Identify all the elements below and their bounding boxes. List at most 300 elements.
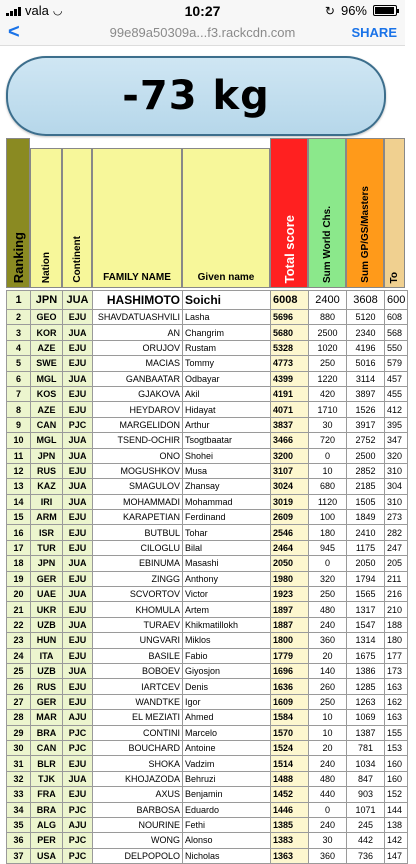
header-total-label: Total score	[281, 214, 297, 283]
total-score-cell: 3024	[271, 479, 309, 494]
continent-cell: EJU	[63, 756, 93, 771]
given-name-cell: Tohar	[183, 525, 271, 540]
ranking-rows	[7, 291, 408, 864]
given-name-cell: Tommy	[183, 356, 271, 371]
table-row	[7, 817, 408, 832]
header-gp-masters	[346, 138, 384, 288]
family-name-cell: SMAGULOV	[93, 479, 183, 494]
world-chs-cell: 20	[309, 740, 347, 755]
world-chs-cell: 360	[309, 848, 347, 863]
continent-cell: AJU	[63, 817, 93, 832]
given-name-cell: Denis	[183, 679, 271, 694]
total-score-cell: 1383	[271, 833, 309, 848]
clock: 10:27	[184, 3, 221, 19]
gp-masters-cell: 3114	[347, 371, 385, 386]
nation-cell: BRA	[31, 802, 63, 817]
nation-cell: HUN	[31, 633, 63, 648]
gp-masters-cell: 1317	[347, 602, 385, 617]
world-chs-cell: 240	[309, 756, 347, 771]
continent-cell: EJU	[63, 787, 93, 802]
extra-cell: 247	[385, 540, 408, 555]
continent-cell: PJC	[63, 833, 93, 848]
continent-cell: JUA	[63, 448, 93, 463]
total-score-cell: 1488	[271, 771, 309, 786]
family-name-cell: TSEND-OCHIR	[93, 433, 183, 448]
table-row	[7, 756, 408, 771]
extra-cell: 144	[385, 802, 408, 817]
extra-cell: 310	[385, 463, 408, 478]
total-score-cell: 2464	[271, 540, 309, 555]
gp-masters-cell: 3608	[347, 291, 385, 310]
table-row	[7, 617, 408, 632]
rank-cell: 25	[7, 663, 31, 678]
extra-cell: 163	[385, 710, 408, 725]
extra-cell: 205	[385, 556, 408, 571]
total-score-cell: 3466	[271, 433, 309, 448]
gp-masters-cell: 1175	[347, 540, 385, 555]
world-chs-cell: 360	[309, 633, 347, 648]
given-name-cell: Giyosjon	[183, 663, 271, 678]
extra-cell: 216	[385, 587, 408, 602]
nation-cell: KOS	[31, 386, 63, 401]
total-score-cell: 1570	[271, 725, 309, 740]
extra-cell: 579	[385, 356, 408, 371]
rank-cell: 30	[7, 740, 31, 755]
gp-masters-cell: 3897	[347, 386, 385, 401]
gp-masters-cell: 736	[347, 848, 385, 863]
header-nation-label: Nation	[40, 251, 52, 283]
extra-cell: 163	[385, 679, 408, 694]
extra-cell: 455	[385, 386, 408, 401]
family-name-cell: SCVORTOV	[93, 587, 183, 602]
family-name-cell: SHOKA	[93, 756, 183, 771]
extra-cell: 310	[385, 494, 408, 509]
gp-masters-cell: 1069	[347, 710, 385, 725]
extra-cell: 550	[385, 340, 408, 355]
rank-cell: 37	[7, 848, 31, 863]
world-chs-cell: 10	[309, 710, 347, 725]
rank-cell: 5	[7, 356, 31, 371]
world-chs-cell: 180	[309, 525, 347, 540]
continent-cell: EJU	[63, 602, 93, 617]
world-chs-cell: 945	[309, 540, 347, 555]
extra-cell: 412	[385, 402, 408, 417]
table-row	[7, 540, 408, 555]
family-name-cell: GANBAATAR	[93, 371, 183, 386]
continent-cell: PJC	[63, 417, 93, 432]
rank-cell: 9	[7, 417, 31, 432]
rank-cell: 33	[7, 787, 31, 802]
table-row	[7, 679, 408, 694]
header-ranking	[6, 138, 30, 288]
nation-cell: PER	[31, 833, 63, 848]
world-chs-cell: 10	[309, 463, 347, 478]
given-name-cell: Arthur	[183, 417, 271, 432]
rank-cell: 16	[7, 525, 31, 540]
gp-masters-cell: 4196	[347, 340, 385, 355]
continent-cell: PJC	[63, 740, 93, 755]
given-name-cell: Changrim	[183, 325, 271, 340]
total-score-cell: 1363	[271, 848, 309, 863]
family-name-cell: BOBOEV	[93, 663, 183, 678]
continent-cell: EJU	[63, 310, 93, 325]
continent-cell: JUA	[63, 663, 93, 678]
gp-masters-cell: 2340	[347, 325, 385, 340]
table-row	[7, 725, 408, 740]
world-chs-cell: 2400	[309, 291, 347, 310]
nation-cell: FRA	[31, 787, 63, 802]
header-family-name	[92, 148, 182, 288]
gp-masters-cell: 1071	[347, 802, 385, 817]
gp-masters-cell: 1675	[347, 648, 385, 663]
nation-cell: KAZ	[31, 479, 63, 494]
nation-cell: ALG	[31, 817, 63, 832]
rank-cell: 13	[7, 479, 31, 494]
nation-cell: TJK	[31, 771, 63, 786]
world-chs-cell: 1020	[309, 340, 347, 355]
gp-masters-cell: 2752	[347, 433, 385, 448]
continent-cell: PJC	[63, 802, 93, 817]
total-score-cell: 3019	[271, 494, 309, 509]
family-name-cell: NOURINE	[93, 817, 183, 832]
document-view[interactable]	[0, 46, 406, 861]
battery-icon	[373, 5, 397, 16]
nation-cell: MGL	[31, 433, 63, 448]
ranking-table	[6, 290, 408, 864]
rank-cell: 15	[7, 510, 31, 525]
table-row	[7, 740, 408, 755]
given-name-cell: Ferdinand	[183, 510, 271, 525]
total-score-cell: 3200	[271, 448, 309, 463]
gp-masters-cell: 1034	[347, 756, 385, 771]
nation-cell: RUS	[31, 463, 63, 478]
rank-cell: 20	[7, 587, 31, 602]
rank-cell: 22	[7, 617, 31, 632]
total-score-cell: 3837	[271, 417, 309, 432]
continent-cell: EJU	[63, 356, 93, 371]
world-chs-cell: 1120	[309, 494, 347, 509]
table-row	[7, 694, 408, 709]
rank-cell: 29	[7, 725, 31, 740]
family-name-cell: KARAPETIAN	[93, 510, 183, 525]
given-name-cell: Marcelo	[183, 725, 271, 740]
world-chs-cell: 250	[309, 587, 347, 602]
given-name-cell: Anthony	[183, 571, 271, 586]
world-chs-cell: 100	[309, 510, 347, 525]
gp-masters-cell: 1547	[347, 617, 385, 632]
nation-cell: SWE	[31, 356, 63, 371]
carrier-name: vala	[25, 3, 49, 18]
rank-cell: 18	[7, 556, 31, 571]
given-name-cell: Masashi	[183, 556, 271, 571]
world-chs-cell: 480	[309, 771, 347, 786]
given-name-cell: Benjamin	[183, 787, 271, 802]
total-score-cell: 5696	[271, 310, 309, 325]
extra-cell: 155	[385, 725, 408, 740]
gp-masters-cell: 1386	[347, 663, 385, 678]
back-button[interactable]: <	[8, 21, 20, 43]
rank-cell: 8	[7, 402, 31, 417]
family-name-cell: ONO	[93, 448, 183, 463]
continent-cell: EJU	[63, 694, 93, 709]
family-name-cell: MARGELIDON	[93, 417, 183, 432]
nation-cell: UZB	[31, 663, 63, 678]
total-score-cell: 1514	[271, 756, 309, 771]
world-chs-cell: 260	[309, 679, 347, 694]
total-score-cell: 1897	[271, 602, 309, 617]
rank-cell: 3	[7, 325, 31, 340]
total-score-cell: 1584	[271, 710, 309, 725]
family-name-cell: WONG	[93, 833, 183, 848]
header-world-chs	[308, 138, 346, 288]
given-name-cell: Ahmed	[183, 710, 271, 725]
continent-cell: PJC	[63, 725, 93, 740]
total-score-cell: 1980	[271, 571, 309, 586]
table-row	[7, 510, 408, 525]
table-row	[7, 771, 408, 786]
total-score-cell: 6008	[271, 291, 309, 310]
nation-cell: JPN	[31, 448, 63, 463]
header-extra-label: To	[389, 271, 400, 283]
continent-cell: EJU	[63, 648, 93, 663]
gp-masters-cell: 1526	[347, 402, 385, 417]
wifi-icon: ◡	[52, 5, 63, 17]
table-row	[7, 787, 408, 802]
rank-cell: 21	[7, 602, 31, 617]
given-name-cell: Mohammad	[183, 494, 271, 509]
rank-cell: 6	[7, 371, 31, 386]
header-nation	[30, 148, 62, 288]
gp-masters-cell: 903	[347, 787, 385, 802]
world-chs-cell: 10	[309, 725, 347, 740]
url-label[interactable]: 99e89a50309a...f3.rackcdn.com	[109, 25, 296, 40]
gp-masters-cell: 2050	[347, 556, 385, 571]
rank-cell: 31	[7, 756, 31, 771]
world-chs-cell: 480	[309, 602, 347, 617]
continent-cell: JUA	[63, 617, 93, 632]
nation-cell: AZE	[31, 340, 63, 355]
rank-cell: 28	[7, 710, 31, 725]
given-name-cell: Soichi	[183, 291, 271, 310]
continent-cell: EJU	[63, 633, 93, 648]
rank-cell: 32	[7, 771, 31, 786]
extra-cell: 608	[385, 310, 408, 325]
world-chs-cell: 30	[309, 417, 347, 432]
rank-cell: 10	[7, 433, 31, 448]
given-name-cell: Fethi	[183, 817, 271, 832]
nation-cell: JPN	[31, 291, 63, 310]
rank-cell: 2	[7, 310, 31, 325]
family-name-cell: AN	[93, 325, 183, 340]
family-name-cell: BOUCHARD	[93, 740, 183, 755]
world-chs-cell: 2500	[309, 325, 347, 340]
continent-cell: PJC	[63, 848, 93, 863]
family-name-cell: ORUJOV	[93, 340, 183, 355]
rank-cell: 24	[7, 648, 31, 663]
header-family-label: FAMILY NAME	[103, 272, 171, 283]
given-name-cell: Bilal	[183, 540, 271, 555]
gp-masters-cell: 781	[347, 740, 385, 755]
extra-cell: 180	[385, 633, 408, 648]
given-name-cell: Tsogtbaatar	[183, 433, 271, 448]
nation-cell: IRI	[31, 494, 63, 509]
family-name-cell: AXUS	[93, 787, 183, 802]
rank-cell: 26	[7, 679, 31, 694]
continent-cell: JUA	[63, 291, 93, 310]
gp-masters-cell: 1794	[347, 571, 385, 586]
family-name-cell: KHOJAZODA	[93, 771, 183, 786]
continent-cell: EJU	[63, 571, 93, 586]
world-chs-cell: 680	[309, 479, 347, 494]
family-name-cell: DELPOPOLO	[93, 848, 183, 863]
continent-cell: JUA	[63, 556, 93, 571]
nation-cell: ISR	[31, 525, 63, 540]
gp-masters-cell: 2410	[347, 525, 385, 540]
family-name-cell: MOGUSHKOV	[93, 463, 183, 478]
nation-cell: TUR	[31, 540, 63, 555]
gp-masters-cell: 5016	[347, 356, 385, 371]
world-chs-cell: 240	[309, 817, 347, 832]
gp-masters-cell: 1849	[347, 510, 385, 525]
nation-cell: GER	[31, 571, 63, 586]
world-chs-cell: 30	[309, 833, 347, 848]
total-score-cell: 1524	[271, 740, 309, 755]
nation-cell: MAR	[31, 710, 63, 725]
extra-cell: 211	[385, 571, 408, 586]
world-chs-cell: 140	[309, 663, 347, 678]
nation-cell: UZB	[31, 617, 63, 632]
world-chs-cell: 0	[309, 448, 347, 463]
continent-cell: EJU	[63, 540, 93, 555]
continent-cell: AJU	[63, 710, 93, 725]
extra-cell: 152	[385, 787, 408, 802]
table-row	[7, 833, 408, 848]
total-score-cell: 1385	[271, 817, 309, 832]
family-name-cell: CILOGLU	[93, 540, 183, 555]
gp-masters-cell: 1285	[347, 679, 385, 694]
total-score-cell: 1636	[271, 679, 309, 694]
weight-class-banner	[6, 56, 386, 136]
table-row	[7, 356, 408, 371]
world-chs-cell: 20	[309, 648, 347, 663]
rank-cell: 1	[7, 291, 31, 310]
table-row	[7, 710, 408, 725]
table-row	[7, 648, 408, 663]
extra-cell: 282	[385, 525, 408, 540]
rank-cell: 7	[7, 386, 31, 401]
continent-cell: EJU	[63, 340, 93, 355]
world-chs-cell: 0	[309, 556, 347, 571]
extra-cell: 304	[385, 479, 408, 494]
extra-cell: 457	[385, 371, 408, 386]
share-button[interactable]: SHARE	[351, 25, 397, 40]
given-name-cell: Victor	[183, 587, 271, 602]
family-name-cell: SHAVDATUASHVILI	[93, 310, 183, 325]
family-name-cell: MACIAS	[93, 356, 183, 371]
extra-cell: 177	[385, 648, 408, 663]
world-chs-cell: 0	[309, 802, 347, 817]
gp-masters-cell: 5120	[347, 310, 385, 325]
world-chs-cell: 250	[309, 356, 347, 371]
total-score-cell: 2050	[271, 556, 309, 571]
family-name-cell: IARTCEV	[93, 679, 183, 694]
nation-cell: MGL	[31, 371, 63, 386]
world-chs-cell: 440	[309, 787, 347, 802]
nation-cell: UKR	[31, 602, 63, 617]
header-total-score	[270, 138, 308, 288]
table-row	[7, 848, 408, 863]
given-name-cell: Musa	[183, 463, 271, 478]
header-continent-label: Continent	[71, 236, 83, 283]
given-name-cell: Nicholas	[183, 848, 271, 863]
total-score-cell: 5680	[271, 325, 309, 340]
gp-masters-cell: 1565	[347, 587, 385, 602]
gp-masters-cell: 3917	[347, 417, 385, 432]
header-given-label: Given name	[197, 272, 255, 283]
given-name-cell: Akil	[183, 386, 271, 401]
orientation-lock-icon: ↻	[324, 3, 335, 18]
header-continent	[62, 148, 92, 288]
table-row	[7, 571, 408, 586]
table-row	[7, 525, 408, 540]
family-name-cell: EL MEZIATI	[93, 710, 183, 725]
table-row	[7, 310, 408, 325]
family-name-cell: HASHIMOTO	[93, 291, 183, 310]
table-row	[7, 402, 408, 417]
world-chs-cell: 240	[309, 617, 347, 632]
given-name-cell: Eduardo	[183, 802, 271, 817]
rank-cell: 17	[7, 540, 31, 555]
table-row	[7, 602, 408, 617]
gp-masters-cell: 1263	[347, 694, 385, 709]
table-row	[7, 494, 408, 509]
total-score-cell: 1696	[271, 663, 309, 678]
given-name-cell: Fabio	[183, 648, 271, 663]
world-chs-cell: 420	[309, 386, 347, 401]
table-row	[7, 433, 408, 448]
extra-cell: 138	[385, 817, 408, 832]
given-name-cell: Rustam	[183, 340, 271, 355]
table-row	[7, 340, 408, 355]
table-row	[7, 479, 408, 494]
gp-masters-cell: 442	[347, 833, 385, 848]
gp-masters-cell: 847	[347, 771, 385, 786]
header-gp-label: Sum GP/GS/Masters	[359, 186, 371, 283]
extra-cell: 160	[385, 756, 408, 771]
world-chs-cell: 1710	[309, 402, 347, 417]
family-name-cell: CONTINI	[93, 725, 183, 740]
family-name-cell: EBINUMA	[93, 556, 183, 571]
header-ranking-label: Ranking	[10, 231, 26, 283]
total-score-cell: 2609	[271, 510, 309, 525]
extra-cell: 273	[385, 510, 408, 525]
total-score-cell: 1609	[271, 694, 309, 709]
given-name-cell: Antoine	[183, 740, 271, 755]
given-name-cell: Khikmatillokh	[183, 617, 271, 632]
rank-cell: 34	[7, 802, 31, 817]
family-name-cell: HEYDAROV	[93, 402, 183, 417]
table-row	[7, 556, 408, 571]
given-name-cell: Hidayat	[183, 402, 271, 417]
family-name-cell: MOHAMMADI	[93, 494, 183, 509]
nation-cell: USA	[31, 848, 63, 863]
gp-masters-cell: 2500	[347, 448, 385, 463]
continent-cell: JUA	[63, 325, 93, 340]
continent-cell: EJU	[63, 402, 93, 417]
total-score-cell: 4773	[271, 356, 309, 371]
extra-cell: 173	[385, 663, 408, 678]
total-score-cell: 1452	[271, 787, 309, 802]
